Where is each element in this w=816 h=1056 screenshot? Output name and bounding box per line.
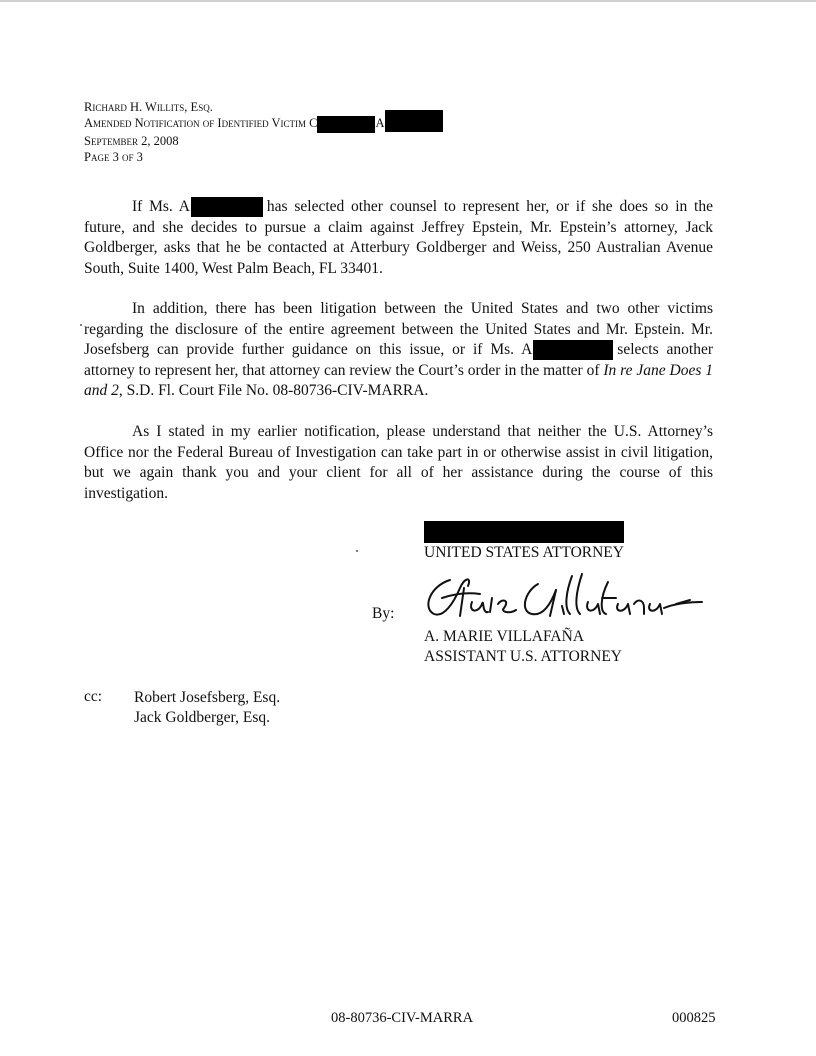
- redaction-block: [191, 197, 263, 217]
- header-subject-initial: A: [375, 116, 385, 130]
- para2-tail: , S.D. Fl. Court File No. 08-80736-CIV-MARRA.: [118, 382, 429, 399]
- paragraph-closing: [84, 422, 713, 504]
- signature-title: UNITED STATES ATTORNEY: [424, 544, 624, 561]
- scan-speck: [80, 324, 82, 326]
- footer-bates-number: 000825: [672, 1010, 716, 1026]
- letter-header: [84, 99, 443, 165]
- redaction-block: [424, 521, 624, 543]
- header-page-number: Page 3 of 3: [84, 149, 143, 164]
- header-subject: [84, 115, 443, 133]
- cc-recipient: Jack Goldberger, Esq.: [134, 709, 270, 726]
- by-label: By:: [372, 605, 395, 622]
- header-date: September 2, 2008: [84, 133, 179, 148]
- redaction-block: [385, 110, 443, 132]
- footer-case-number: 08-80736-CIV-MARRA: [331, 1010, 474, 1026]
- case-name: In re Jane Does 1 and 2: [84, 361, 714, 399]
- handwritten-signature: [420, 568, 715, 623]
- header-recipient: Richard H. Willits, Esq.: [84, 100, 213, 114]
- cc-recipient: Robert Josefsberg, Esq.: [134, 689, 281, 706]
- cc-label: cc:: [84, 688, 103, 705]
- para1-body: has selected other counsel to represent her, or if she does so in the future, and she decides to pursue a claim against Jeffrey Epstein, Mr. Epstein’s attorney, Jack Goldberger, asks that he be contacted at Atterbury Goldberger and Weiss, 250 Australian Avenue South, Suite 1400, West Palm Beach, FL 33401.: [84, 198, 713, 277]
- paragraph-counsel: [84, 197, 713, 279]
- header-subject-prefix: Amended Notification of Identified Victim C: [84, 116, 318, 130]
- signatory-name: A. MARIE VILLAFAÑA: [424, 628, 585, 645]
- page-top-edge: [0, 0, 816, 2]
- para2-lead: In addition, there has been litigation between the United States and two other victims regarding the disclosure of the entire agreement between the United States and Mr. Epstein. Mr. Josefsberg can provide further guidance on this issue, or if Ms. A: [84, 300, 713, 358]
- para3-body: As I stated in my earlier notification, please understand that neither the U.S. Attorney’s Office nor the Federal Bureau of Investigation can take part in or otherwise assist in civil litigation, but we again thank you and your client for all of her assistance during the course of this investigation.: [84, 423, 713, 502]
- paragraph-litigation: [84, 299, 713, 402]
- para1-lead: If Ms. A: [132, 198, 190, 215]
- redaction-block: [533, 340, 613, 360]
- cc-recipient-list: [134, 688, 280, 728]
- redaction-block: [317, 116, 375, 133]
- signatory-role: ASSISTANT U.S. ATTORNEY: [424, 648, 622, 665]
- scan-speck: [356, 550, 358, 552]
- para2-body: selects another attorney to represent her, that attorney can review the Court’s order in the matter of: [84, 341, 713, 379]
